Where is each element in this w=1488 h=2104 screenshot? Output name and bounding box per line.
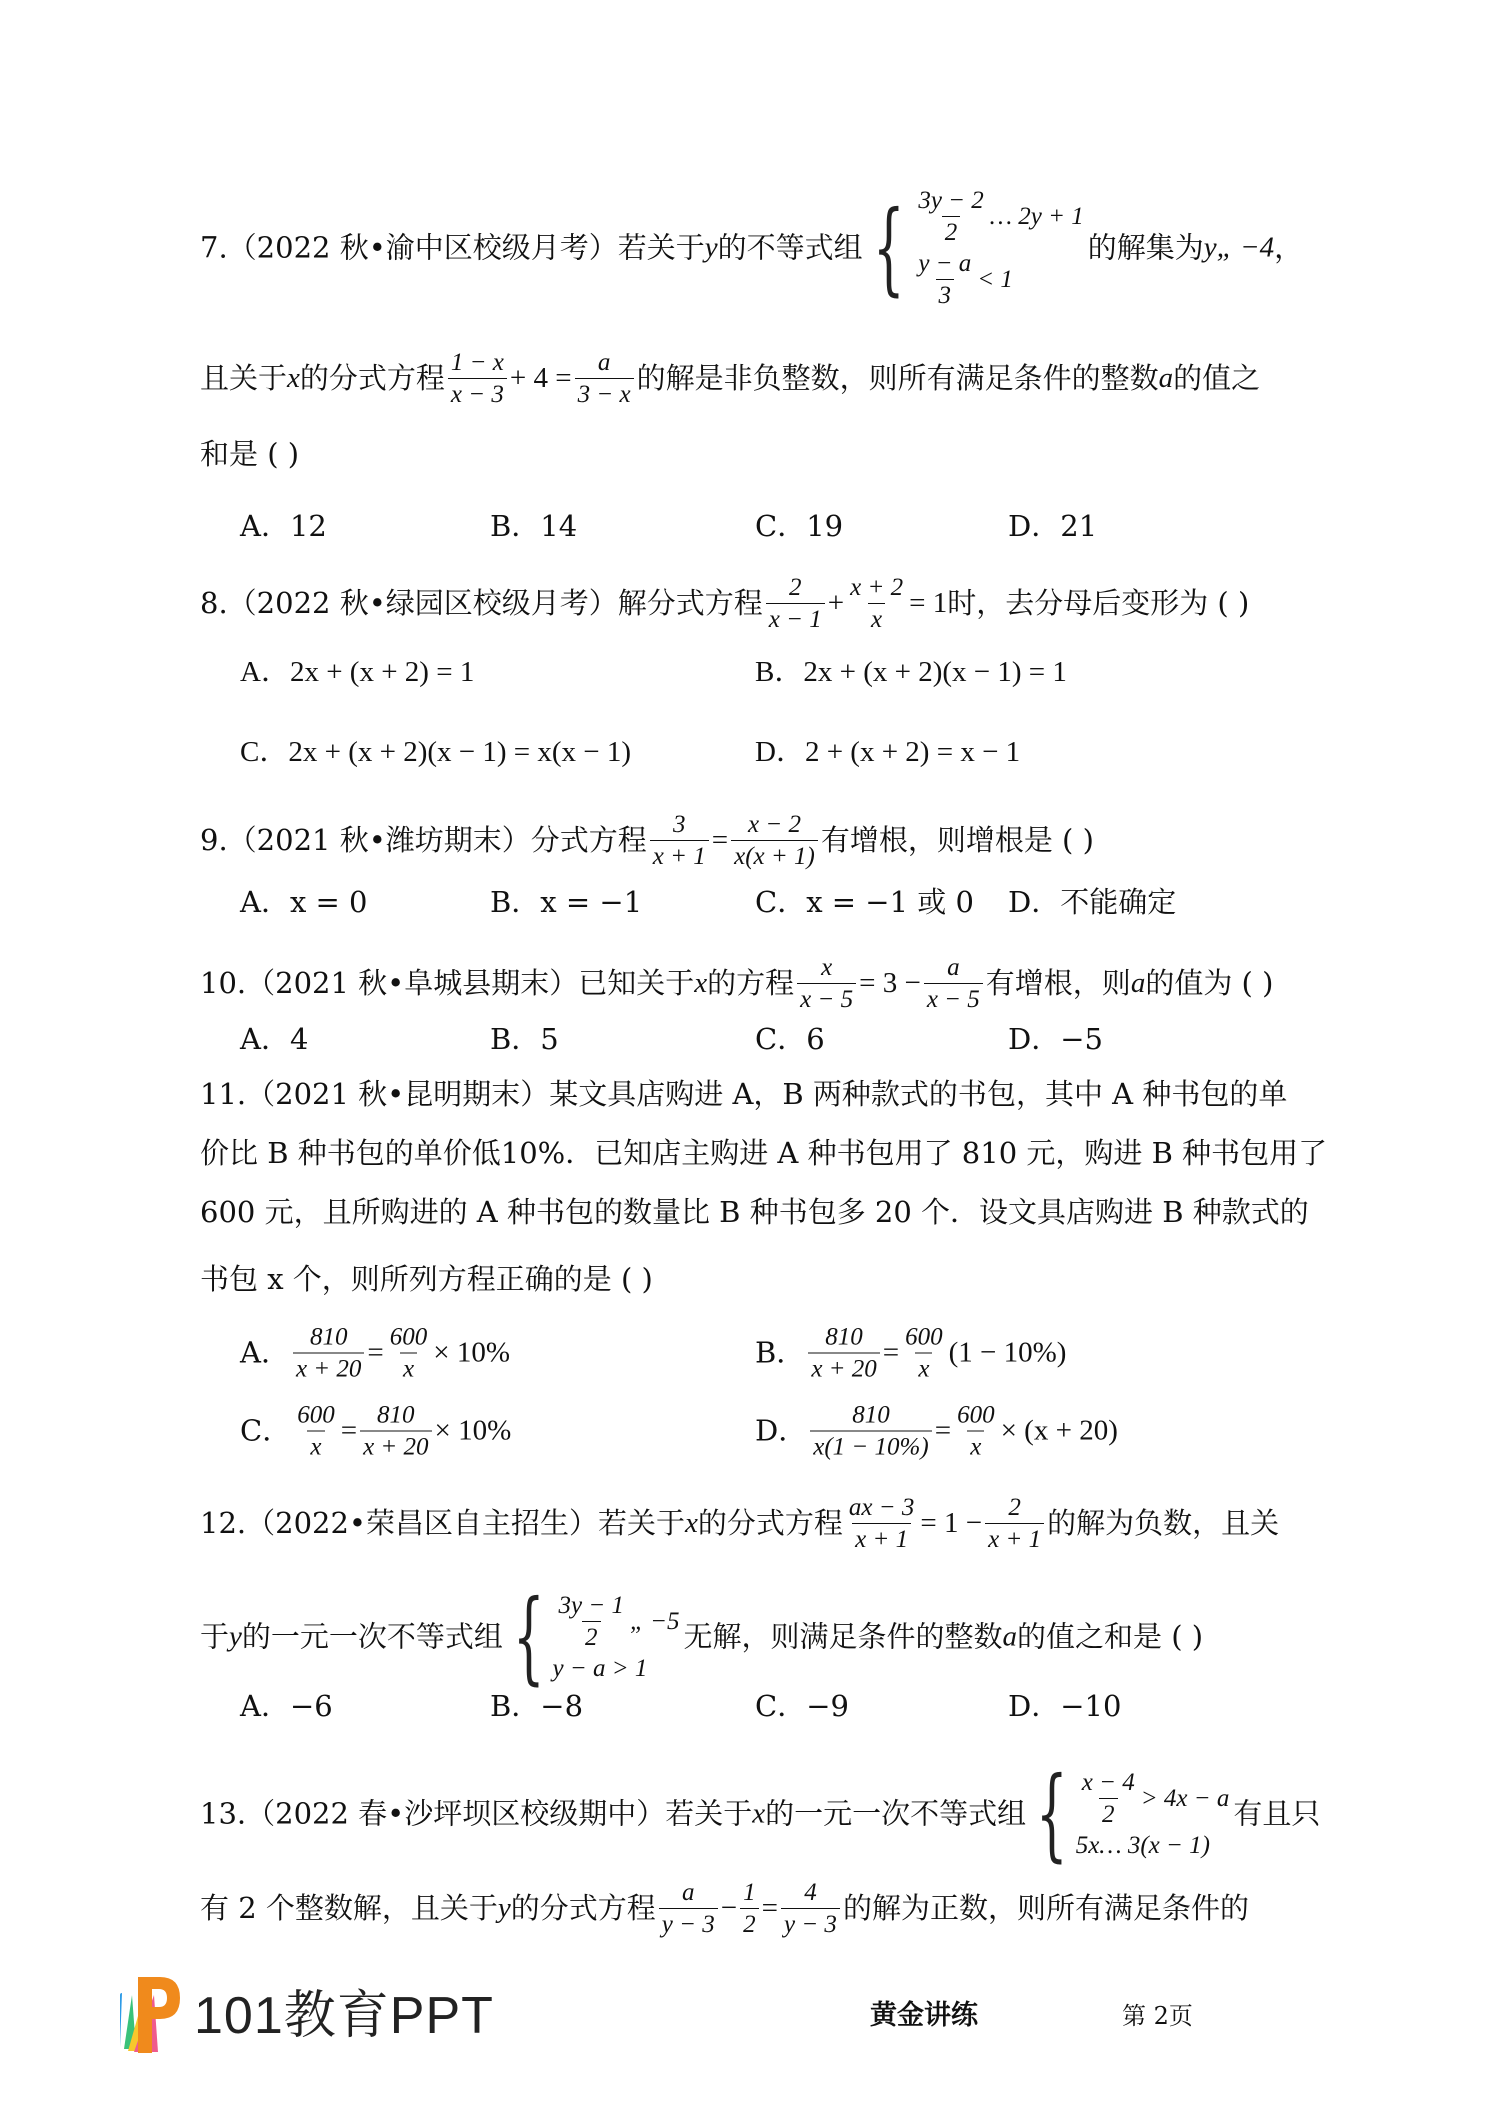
q7-text: 且关于: [200, 361, 288, 395]
frac-denominator: 2: [582, 1621, 601, 1650]
frac-denominator: x + 1: [650, 840, 709, 869]
var-x: x: [287, 362, 300, 394]
q10-option-b[interactable]: B．5: [490, 1022, 559, 1056]
frac-denominator: 3: [936, 279, 955, 308]
option-label: D．: [755, 1413, 808, 1448]
q7-text: 的分式方程: [299, 361, 445, 395]
frac-numerator: a: [947, 954, 960, 981]
relation: y − a > 1: [552, 1655, 648, 1682]
frac-denominator: x: [400, 1353, 417, 1382]
q8-option-b[interactable]: B．2x + (x + 2)(x − 1) = 1: [755, 656, 1067, 688]
q9-option-b[interactable]: B．x = −1: [490, 885, 643, 919]
operator: =: [761, 1892, 778, 1924]
frac-denominator: x(x + 1): [731, 840, 818, 869]
q12-option-a[interactable]: A．−6: [240, 1689, 333, 1723]
frac-numerator: 3y − 2: [918, 187, 984, 214]
operator: = 1 −: [920, 1507, 983, 1539]
option-label: B．: [755, 1335, 806, 1370]
q13-text: 13.（2022 春•沙坪坝区校级期中）若关于: [200, 1796, 753, 1831]
q10-option-c[interactable]: C．6: [755, 1022, 825, 1056]
q12-line2: [200, 1578, 1204, 1695]
var-x: x: [685, 1507, 698, 1539]
var-y: y: [497, 1892, 511, 1924]
var-a: a: [1002, 1620, 1018, 1653]
frac-denominator: 3 − x: [575, 378, 634, 407]
frac-numerator: x + 2: [850, 574, 904, 601]
option-tail: × (x + 20): [1000, 1414, 1118, 1447]
frac-numerator: 810: [377, 1401, 415, 1429]
q11-option-b[interactable]: [755, 1325, 1066, 1382]
q11-line4: 书包 x 个，则所列方程正确的是 ( ): [200, 1262, 653, 1296]
q13-text: 有且只: [1233, 1796, 1321, 1831]
q12-text: 12.（2022•荣昌区自主招生）若关于: [200, 1506, 686, 1540]
q7-line1: [200, 188, 1303, 308]
frac-numerator: 810: [309, 1323, 348, 1351]
q8-text: 时，去分母后变形为 ( ): [947, 586, 1250, 620]
q7-option-a[interactable]: A．12: [240, 509, 327, 543]
q12-inequality-system: [507, 1578, 680, 1695]
option-tail: (1 − 10%): [948, 1336, 1067, 1369]
punct: ，: [1274, 230, 1304, 265]
q8-option-a[interactable]: A．2x + (x + 2) = 1: [240, 656, 475, 688]
frac-denominator: x − 3: [448, 378, 507, 407]
q13-text: 的解为正数，则所有满足条件的: [842, 1891, 1249, 1925]
brand-logo: [114, 1965, 494, 2055]
frac-numerator: x: [821, 954, 833, 981]
var-a: a: [1130, 967, 1146, 999]
q10-text: 的方程: [707, 966, 795, 1000]
frac-numerator: 2: [1008, 1494, 1021, 1521]
q11-line3: 600 元，且所购进的 A 种书包的数量比 B 种书包多 20 个．设文具店购进 B 种款式的: [200, 1195, 1309, 1229]
q12-text: 的分式方程: [697, 1506, 843, 1540]
operator: =: [934, 1414, 952, 1447]
frac-numerator: 600: [957, 1401, 995, 1429]
frac-numerator: ax − 3: [848, 1494, 915, 1521]
q7-text: 的解集为: [1087, 230, 1204, 265]
q12-text: 的解为负数，且关: [1047, 1506, 1280, 1540]
q9-option-c[interactable]: C．x = −1 或 0: [755, 885, 974, 919]
q12-line1: [200, 1495, 1279, 1552]
frac-numerator: 1: [743, 1879, 756, 1906]
frac-numerator: a: [597, 349, 611, 376]
frac-denominator: 2: [942, 216, 961, 245]
frac-denominator: x + 20: [808, 1353, 879, 1382]
operator: = 1: [909, 587, 948, 619]
q7-inequality-system: [867, 188, 1084, 308]
frac-denominator: x: [967, 1431, 984, 1460]
operator: =: [882, 1336, 900, 1369]
frac-denominator: x − 5: [924, 983, 983, 1012]
operator: −: [720, 1892, 738, 1924]
operator: =: [711, 824, 729, 856]
q11-option-c[interactable]: [240, 1403, 511, 1460]
frac-numerator: 600: [389, 1323, 428, 1351]
frac-denominator: x − 1: [766, 603, 825, 632]
q7-text: 的解是非负整数，则所有满足条件的整数: [636, 361, 1159, 395]
var-a: a: [1158, 362, 1174, 394]
frac-denominator: x: [915, 1353, 932, 1382]
relation: 5x… 3(x − 1): [1075, 1832, 1210, 1859]
q12-option-c[interactable]: C．−9: [755, 1689, 849, 1723]
q8-line1: [200, 575, 1249, 632]
q11-line2: 价比 B 种书包的单价低10%．已知店主购进 A 种书包用了 810 元，购进 B 种书包用了: [200, 1136, 1328, 1170]
logo-text: 101教育PPT: [194, 1986, 494, 2045]
q9-option-a[interactable]: A．x = 0: [240, 885, 368, 919]
brace-icon: {: [1036, 1755, 1068, 1872]
frac-numerator: 810: [825, 1323, 863, 1351]
var-x: x: [752, 1797, 766, 1830]
frac-denominator: x − 5: [797, 983, 856, 1012]
frac-denominator: 2: [740, 1908, 759, 1937]
option-tail: × 10%: [434, 1414, 512, 1447]
frac-numerator: 600: [905, 1323, 943, 1351]
option-label: C．: [240, 1413, 292, 1448]
var-y: y: [229, 1620, 242, 1653]
relation: > 4x − a: [1140, 1785, 1230, 1812]
q7-line3: 和是 ( ): [200, 437, 300, 471]
frac-denominator: x + 1: [985, 1523, 1044, 1552]
q12-text: 的一元一次不等式组: [241, 1619, 503, 1654]
q8-option-d[interactable]: D．2 + (x + 2) = x − 1: [755, 736, 1021, 768]
q7-option-b[interactable]: B．14: [490, 509, 578, 543]
q12-text: 于: [200, 1619, 230, 1654]
relation: … 2y + 1: [989, 203, 1084, 230]
q7-option-c[interactable]: C．19: [755, 509, 844, 543]
operator: = 3 −: [859, 967, 921, 999]
frac-denominator: x + 1: [852, 1523, 911, 1552]
frac-denominator: x: [868, 603, 885, 632]
brace-icon: {: [512, 1578, 545, 1695]
var-y: y: [704, 231, 718, 264]
q13-text: 的一元一次不等式组: [765, 1796, 1027, 1831]
operator: + 4 =: [509, 362, 572, 394]
q12-text: 的值之和是 ( ): [1017, 1619, 1204, 1654]
q7-line2: [200, 350, 1260, 407]
q13-line2: [200, 1880, 1249, 1937]
frac-numerator: a: [682, 1879, 695, 1906]
q7-text: 的不等式组: [717, 230, 863, 265]
frac-numerator: 810: [852, 1401, 890, 1429]
q12-option-d[interactable]: D．−10: [1008, 1689, 1122, 1723]
frac-denominator: x + 20: [360, 1431, 431, 1460]
frac-numerator: 2: [789, 574, 802, 601]
option-label: A．: [240, 1335, 290, 1370]
logo-icon: [114, 1965, 184, 2055]
frac-numerator: x − 4: [1081, 1769, 1135, 1796]
q13-inequality-system: [1030, 1755, 1230, 1872]
q11-option-a[interactable]: [240, 1325, 510, 1382]
q11-line1: 11.（2021 秋•昆明期末）某文具店购进 A，B 两种款式的书包，其中 A 种书包的单: [200, 1077, 1288, 1111]
frac-denominator: x + 20: [293, 1353, 364, 1382]
q8-text: 8.（2022 秋•绿园区校级月考）解分式方程: [200, 586, 763, 620]
footer-title: 黄金讲练: [870, 2000, 978, 2031]
q7-option-d[interactable]: D．21: [1008, 509, 1098, 543]
q9-line1: [200, 812, 1094, 869]
frac-denominator: y − 3: [659, 1908, 718, 1937]
frac-denominator: x: [307, 1431, 324, 1460]
frac-denominator: 2: [1099, 1798, 1118, 1827]
q12-text: 无解，则满足条件的整数: [683, 1619, 1003, 1654]
frac-numerator: 3: [673, 811, 686, 838]
frac-numerator: 1 − x: [450, 349, 504, 376]
frac-denominator: y − 3: [781, 1908, 840, 1937]
q10-line1: [200, 955, 1273, 1012]
page-number: 第 2页: [1122, 2002, 1193, 2030]
q10-text: 有增根，则: [985, 966, 1131, 1000]
frac-numerator: 4: [804, 1879, 817, 1906]
q8-option-c[interactable]: C．2x + (x + 2)(x − 1) = x(x − 1): [240, 736, 632, 768]
q9-option-d[interactable]: D．不能确定: [1008, 885, 1177, 919]
q11-option-d[interactable]: [755, 1403, 1118, 1460]
q7-text: 的值之: [1173, 361, 1261, 395]
operator: =: [367, 1336, 384, 1369]
q9-text: 9.（2021 秋•潍坊期末）分式方程: [200, 823, 647, 857]
frac-numerator: 3y − 1: [558, 1592, 624, 1619]
frac-numerator: 600: [297, 1401, 335, 1429]
operator: =: [340, 1414, 358, 1447]
q10-text: 的值为 ( ): [1145, 966, 1274, 1000]
q10-option-d[interactable]: D．−5: [1008, 1022, 1104, 1056]
q12-option-b[interactable]: B．−8: [490, 1689, 584, 1723]
brace-icon: {: [872, 189, 905, 306]
q10-text: 10.（2021 秋•阜城县期末）已知关于: [200, 966, 695, 1000]
frac-numerator: y − a: [918, 250, 972, 277]
q9-text: 有增根，则增根是 ( ): [820, 823, 1094, 857]
q7-text: 7.（2022 秋•渝中区校级月考）若关于: [200, 230, 705, 265]
relation: < 1: [977, 266, 1013, 293]
frac-denominator: x(1 − 10%): [810, 1431, 931, 1460]
option-tail: × 10%: [433, 1336, 511, 1369]
q13-text: 有 2 个整数解，且关于: [200, 1891, 498, 1925]
operator: +: [827, 587, 845, 619]
q13-text: 的分式方程: [510, 1891, 656, 1925]
solution-set: y„ −4: [1203, 231, 1275, 264]
q13-line1: [200, 1755, 1321, 1872]
frac-numerator: x − 2: [748, 811, 801, 838]
var-x: x: [694, 967, 708, 999]
q10-option-a[interactable]: A．4: [240, 1022, 309, 1056]
relation: „ −5: [630, 1608, 680, 1635]
